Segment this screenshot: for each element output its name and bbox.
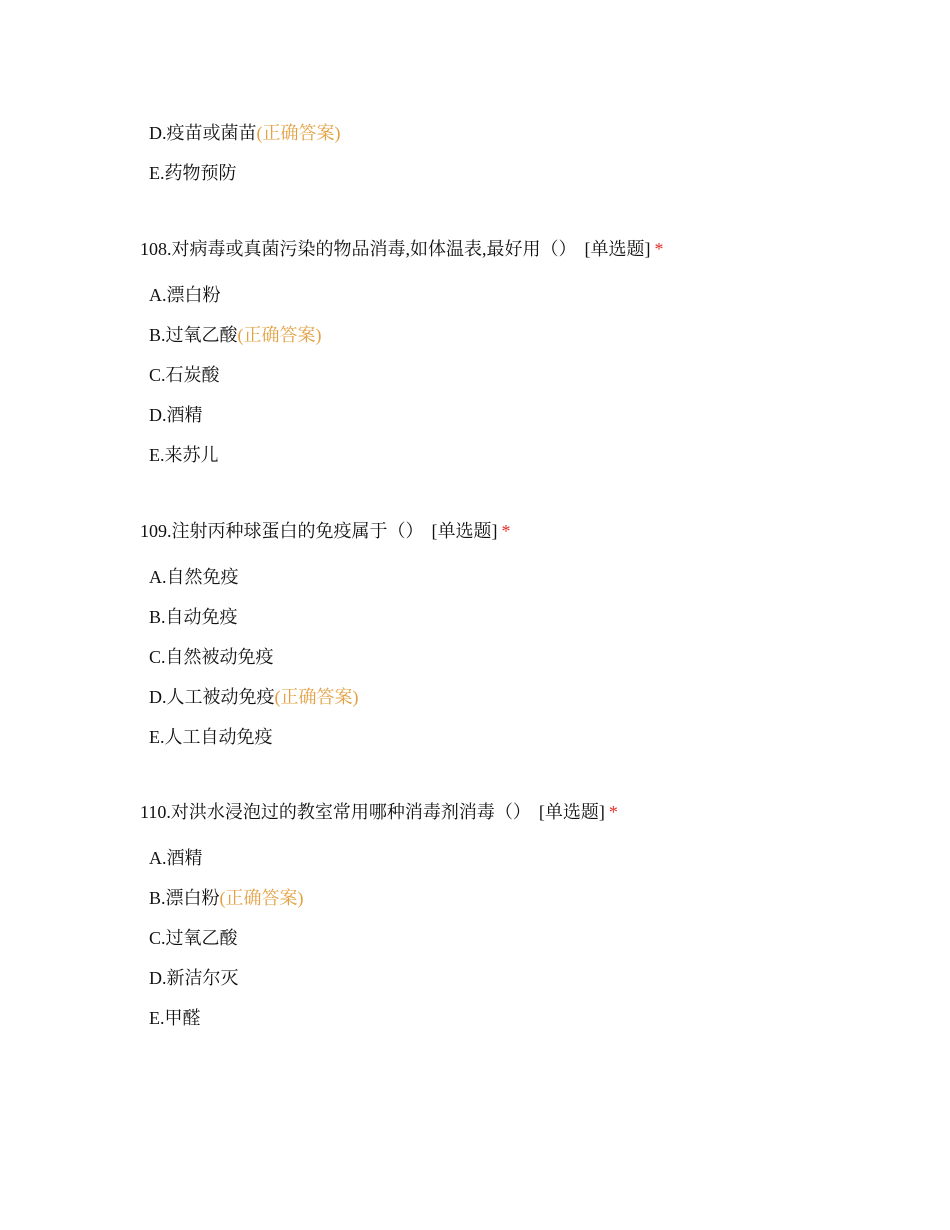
option-text: 酒精 (166, 848, 203, 868)
option-list (140, 284, 664, 484)
question-type: [单选题] (584, 239, 651, 259)
option-letter: C. (149, 928, 166, 948)
option-b (149, 887, 618, 927)
option-letter: B. (149, 325, 166, 345)
option-c (149, 646, 511, 686)
option-e (149, 162, 341, 202)
option-letter: D. (149, 968, 167, 988)
question-type: [单选题] (538, 802, 605, 822)
required-marker: * (501, 521, 511, 541)
question-title (140, 238, 664, 284)
option-text: 人工自动免疫 (164, 727, 273, 747)
option-letter: D. (149, 405, 167, 425)
option-letter: B. (149, 607, 166, 627)
option-list (140, 566, 511, 766)
option-letter: A. (149, 848, 167, 868)
correct-answer-tag: (正确答案) (219, 888, 304, 908)
option-letter: D. (149, 123, 167, 143)
option-text: 药物预防 (164, 163, 237, 183)
question-108 (140, 238, 664, 484)
question-text: 110.对洪水浸泡过的教室常用哪种消毒剂消毒（） (140, 802, 531, 822)
option-text: 自然免疫 (166, 567, 239, 587)
option-list (140, 847, 618, 1047)
option-text: 人工被动免疫 (166, 687, 275, 707)
option-b (149, 324, 664, 364)
option-letter: E. (149, 727, 165, 747)
option-text: 疫苗或菌苗 (166, 123, 257, 143)
option-letter: A. (149, 567, 167, 587)
option-a (149, 847, 618, 887)
correct-answer-tag: (正确答案) (256, 123, 341, 143)
option-c (149, 364, 664, 404)
option-letter: D. (149, 687, 167, 707)
required-marker: * (654, 239, 664, 259)
option-text: 自动免疫 (165, 607, 238, 627)
question-title (140, 801, 618, 847)
option-letter: E. (149, 445, 165, 465)
correct-answer-tag: (正确答案) (237, 325, 322, 345)
option-text: 过氧乙酸 (165, 325, 238, 345)
option-text: 新洁尔灭 (166, 968, 239, 988)
question-109 (140, 520, 511, 766)
option-d (149, 967, 618, 1007)
correct-answer-tag: (正确答案) (274, 687, 359, 707)
option-letter: E. (149, 1008, 165, 1028)
required-marker: * (608, 802, 618, 822)
option-a (149, 566, 511, 606)
question-title (140, 520, 511, 566)
option-text: 漂白粉 (166, 285, 221, 305)
option-text: 来苏儿 (164, 445, 219, 465)
option-text: 过氧乙酸 (165, 928, 238, 948)
question-110 (140, 801, 618, 1047)
option-letter: C. (149, 365, 166, 385)
option-letter: E. (149, 163, 165, 183)
option-letter: A. (149, 285, 167, 305)
option-e (149, 1007, 618, 1047)
option-c (149, 927, 618, 967)
option-d (149, 686, 511, 726)
option-a (149, 284, 664, 324)
option-e (149, 726, 511, 766)
option-letter: B. (149, 888, 166, 908)
question-text: 109.注射丙种球蛋白的免疫属于（） (140, 521, 424, 541)
option-text: 石炭酸 (165, 365, 220, 385)
option-e (149, 444, 664, 484)
option-text: 自然被动免疫 (165, 647, 274, 667)
question-107-fragment (149, 122, 341, 202)
option-d (149, 122, 341, 162)
option-text: 酒精 (166, 405, 203, 425)
question-type: [单选题] (431, 521, 498, 541)
option-text: 漂白粉 (165, 888, 220, 908)
option-letter: C. (149, 647, 166, 667)
question-text: 108.对病毒或真菌污染的物品消毒,如体温表,最好用（） (140, 239, 577, 259)
option-text: 甲醛 (164, 1008, 201, 1028)
option-d (149, 404, 664, 444)
option-b (149, 606, 511, 646)
